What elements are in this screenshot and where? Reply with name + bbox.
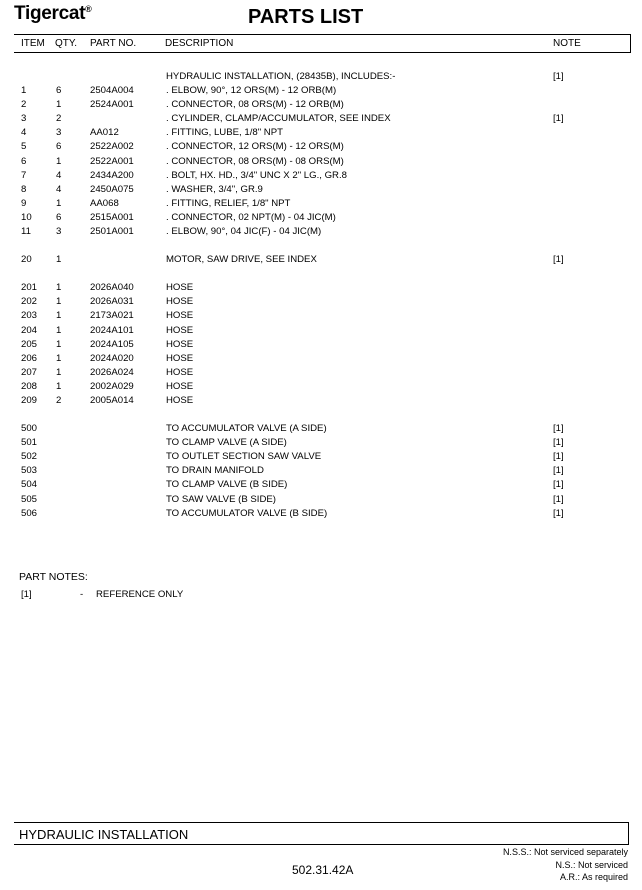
cell-description: HOSE bbox=[166, 310, 194, 322]
part-note-text: REFERENCE ONLY bbox=[96, 589, 184, 600]
table-row bbox=[14, 211, 630, 225]
table-row bbox=[14, 183, 630, 197]
cell-description: . CONNECTOR, 12 ORS(M) - 12 ORS(M) bbox=[166, 141, 344, 153]
cell-qty: 1 bbox=[56, 254, 62, 266]
cell-item: 505 bbox=[21, 493, 38, 505]
cell-note: [1] bbox=[553, 423, 564, 435]
cell-qty: 4 bbox=[56, 183, 62, 195]
table-row bbox=[14, 309, 630, 323]
cell-item: 20 bbox=[21, 254, 32, 266]
cell-qty: 6 bbox=[56, 211, 62, 223]
cell-qty: 1 bbox=[56, 197, 62, 209]
cell-part-no: 2024A020 bbox=[90, 352, 134, 364]
cell-part-no: 2434A200 bbox=[90, 169, 134, 181]
cell-part-no: 2450A075 bbox=[90, 183, 134, 195]
table-row bbox=[14, 366, 630, 380]
cell-qty: 1 bbox=[56, 296, 62, 308]
part-note-dash: - bbox=[80, 589, 84, 600]
cell-description: TO ACCUMULATOR VALVE (A SIDE) bbox=[166, 423, 327, 435]
cell-item: 10 bbox=[21, 211, 32, 223]
cell-qty: 4 bbox=[56, 169, 62, 181]
cell-description: HOSE bbox=[166, 282, 194, 294]
cell-part-no: 2026A031 bbox=[90, 296, 134, 308]
cell-part-no: 2522A002 bbox=[90, 141, 134, 153]
cell-item: 205 bbox=[21, 338, 38, 350]
cell-description: HOSE bbox=[166, 338, 194, 350]
cell-description: . CONNECTOR, 02 NPT(M) - 04 JIC(M) bbox=[166, 211, 336, 223]
table-row bbox=[14, 436, 630, 450]
cell-description: . CONNECTOR, 08 ORS(M) - 12 ORB(M) bbox=[166, 99, 344, 111]
cell-qty: 1 bbox=[56, 99, 62, 111]
part-note-ref: [1] bbox=[21, 589, 32, 600]
cell-qty: 3 bbox=[56, 127, 62, 139]
cell-qty: 1 bbox=[56, 282, 62, 294]
table-row bbox=[14, 507, 630, 521]
table-row bbox=[14, 84, 630, 98]
table-row bbox=[14, 112, 630, 126]
cell-item: 202 bbox=[21, 296, 38, 308]
cell-item: 207 bbox=[21, 366, 38, 378]
cell-qty: 1 bbox=[56, 380, 62, 392]
cell-item: 3 bbox=[21, 113, 27, 125]
cell-part-no: 2504A004 bbox=[90, 85, 134, 97]
cell-description: TO CLAMP VALVE (B SIDE) bbox=[166, 479, 288, 491]
cell-description: TO DRAIN MANIFOLD bbox=[166, 465, 264, 477]
table-row bbox=[14, 70, 630, 84]
table-row bbox=[14, 352, 630, 366]
table-row bbox=[14, 281, 630, 295]
brand-logo bbox=[14, 3, 92, 25]
cell-part-no: AA068 bbox=[90, 197, 119, 209]
table-row bbox=[14, 324, 630, 338]
cell-part-no: 2026A040 bbox=[90, 282, 134, 294]
cell-item: 1 bbox=[21, 85, 27, 97]
cell-note: [1] bbox=[553, 493, 564, 505]
cell-item: 11 bbox=[21, 226, 31, 238]
cell-description: TO SAW VALVE (B SIDE) bbox=[166, 493, 276, 505]
cell-qty: 1 bbox=[56, 310, 62, 322]
cell-qty: 1 bbox=[56, 366, 62, 378]
cell-item: 208 bbox=[21, 380, 38, 392]
table-row bbox=[14, 394, 630, 408]
cell-part-no: 2524A001 bbox=[90, 99, 134, 111]
table-row bbox=[14, 450, 630, 464]
cell-qty: 1 bbox=[56, 155, 62, 167]
brand-name: Tigercat bbox=[14, 3, 86, 24]
column-header-description: DESCRIPTION bbox=[165, 38, 234, 49]
table-row bbox=[14, 197, 630, 211]
table-row bbox=[14, 493, 630, 507]
cell-part-no: 2173A021 bbox=[90, 310, 134, 322]
cell-description: HOSE bbox=[166, 394, 194, 406]
cell-item: 501 bbox=[21, 437, 38, 449]
abbreviation-legend bbox=[503, 846, 628, 884]
cell-note: [1] bbox=[553, 451, 564, 463]
cell-item: 9 bbox=[21, 197, 27, 209]
table-row bbox=[14, 169, 630, 183]
cell-description: . WASHER, 3/4", GR.9 bbox=[166, 183, 263, 195]
table-row bbox=[14, 140, 630, 154]
table-row bbox=[14, 225, 630, 239]
cell-description: HOSE bbox=[166, 352, 194, 364]
cell-description: . BOLT, HX. HD., 3/4" UNC X 2" LG., GR.8 bbox=[166, 169, 347, 181]
cell-description: HOSE bbox=[166, 296, 194, 308]
cell-item: 4 bbox=[21, 127, 27, 139]
cell-item: 504 bbox=[21, 479, 38, 491]
cell-item: 500 bbox=[21, 423, 38, 435]
legend-line: N.S.S.: Not serviced separately bbox=[502, 847, 628, 857]
cell-note: [1] bbox=[553, 71, 564, 82]
cell-qty: 2 bbox=[56, 394, 62, 406]
cell-description: . ELBOW, 90°, 04 JIC(F) - 04 JIC(M) bbox=[166, 226, 322, 238]
table-row bbox=[14, 478, 630, 492]
cell-qty: 1 bbox=[56, 352, 62, 364]
cell-description: . ELBOW, 90°, 12 ORS(M) - 12 ORB(M) bbox=[166, 85, 337, 97]
cell-item: 204 bbox=[21, 324, 38, 336]
table-row bbox=[14, 253, 630, 267]
cell-item: 6 bbox=[21, 155, 27, 167]
cell-item: 203 bbox=[21, 310, 38, 322]
cell-description: HOSE bbox=[166, 366, 194, 378]
cell-description: . CYLINDER, CLAMP/ACCUMULATOR, SEE INDEX bbox=[166, 113, 391, 125]
cell-item: 201 bbox=[21, 282, 38, 294]
table-row bbox=[14, 380, 630, 394]
cell-description: HOSE bbox=[166, 324, 194, 336]
cell-description: MOTOR, SAW DRIVE, SEE INDEX bbox=[166, 254, 317, 266]
cell-description: HYDRAULIC INSTALLATION, (28435B), INCLUDES:- bbox=[166, 71, 396, 82]
cell-part-no: 2515A001 bbox=[90, 211, 134, 223]
cell-description: . FITTING, RELIEF, 1/8" NPT bbox=[166, 197, 291, 209]
cell-part-no: 2026A024 bbox=[90, 366, 134, 378]
cell-qty: 3 bbox=[56, 226, 62, 238]
column-header-note: NOTE bbox=[553, 38, 581, 49]
table-row bbox=[14, 422, 630, 436]
section-title: HYDRAULIC INSTALLATION bbox=[19, 827, 189, 842]
column-header-qty: QTY. bbox=[55, 38, 78, 49]
cell-item: 506 bbox=[21, 507, 38, 519]
cell-part-no: 2002A029 bbox=[90, 380, 134, 392]
cell-description: . FITTING, LUBE, 1/8" NPT bbox=[166, 127, 283, 139]
cell-part-no: 2005A014 bbox=[90, 394, 134, 406]
column-header-item: ITEM bbox=[21, 38, 45, 49]
cell-item: 206 bbox=[21, 352, 38, 364]
cell-description: . CONNECTOR, 08 ORS(M) - 08 ORS(M) bbox=[166, 155, 344, 167]
cell-note: [1] bbox=[553, 507, 564, 519]
cell-item: 502 bbox=[21, 451, 38, 463]
page-title: PARTS LIST bbox=[248, 6, 364, 28]
cell-note: [1] bbox=[553, 254, 564, 266]
column-header-part-no: PART NO. bbox=[90, 38, 137, 49]
cell-note: [1] bbox=[553, 113, 564, 125]
cell-item: 8 bbox=[21, 183, 27, 195]
legend-line: N.S.: Not serviced bbox=[555, 859, 628, 870]
cell-qty: 2 bbox=[56, 113, 62, 125]
footer-section-box bbox=[14, 822, 629, 845]
table-row bbox=[14, 155, 630, 169]
cell-qty: 1 bbox=[56, 324, 62, 336]
page-number: 502.31.42A bbox=[292, 863, 354, 877]
cell-description: TO CLAMP VALVE (A SIDE) bbox=[166, 437, 287, 449]
cell-item: 2 bbox=[21, 99, 27, 111]
cell-note: [1] bbox=[553, 479, 564, 491]
brand-registered-mark: ® bbox=[85, 4, 92, 14]
cell-description: TO OUTLET SECTION SAW VALVE bbox=[166, 451, 322, 463]
cell-item: 503 bbox=[21, 465, 38, 477]
legend-line: A.R.: As required bbox=[559, 872, 628, 882]
part-notes-title: PART NOTES: bbox=[19, 571, 88, 583]
cell-qty: 6 bbox=[56, 141, 62, 153]
table-row bbox=[14, 295, 630, 309]
cell-item: 5 bbox=[21, 141, 27, 153]
cell-item: 209 bbox=[21, 394, 38, 406]
cell-item: 7 bbox=[21, 169, 27, 181]
cell-note: [1] bbox=[553, 437, 564, 449]
cell-part-no: 2522A001 bbox=[90, 155, 134, 167]
table-row bbox=[14, 126, 630, 140]
cell-description: HOSE bbox=[166, 380, 194, 392]
table-row bbox=[14, 338, 630, 352]
cell-note: [1] bbox=[553, 465, 564, 477]
cell-part-no: 2501A001 bbox=[90, 226, 134, 238]
cell-description: TO ACCUMULATOR VALVE (B SIDE) bbox=[166, 507, 328, 519]
cell-part-no: 2024A101 bbox=[90, 324, 134, 336]
cell-part-no: 2024A105 bbox=[90, 338, 134, 350]
table-header bbox=[14, 34, 631, 53]
cell-qty: 1 bbox=[56, 338, 62, 350]
cell-qty: 6 bbox=[56, 85, 62, 97]
table-row bbox=[14, 98, 630, 112]
table-row bbox=[14, 464, 630, 478]
parts-table-body bbox=[14, 70, 630, 521]
cell-part-no: AA012 bbox=[90, 127, 119, 139]
